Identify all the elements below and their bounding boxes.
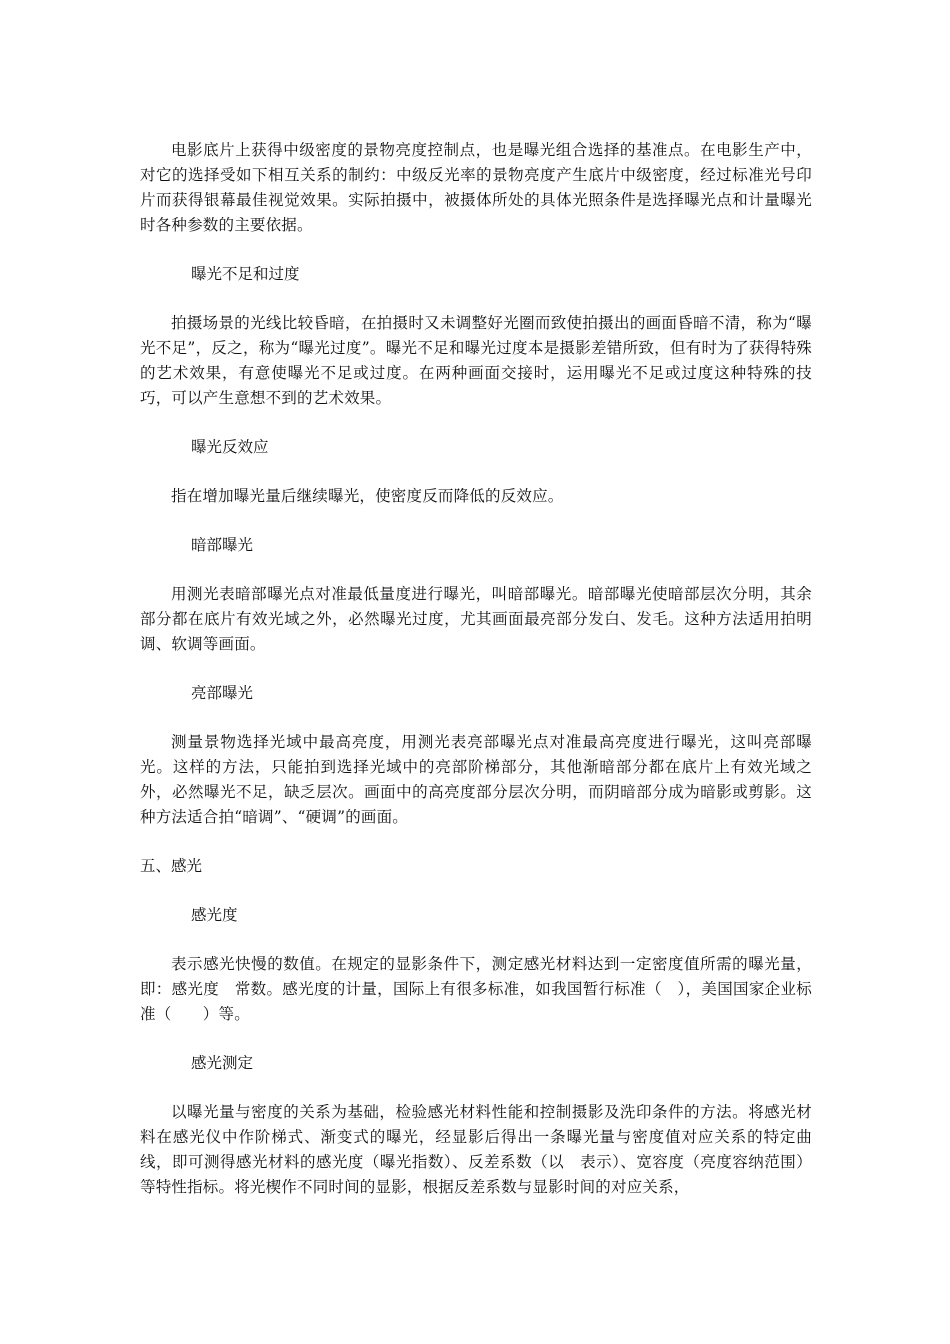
document-page: [140, 138, 812, 1200]
heading-shadow-exposure: 暗部曝光: [191, 536, 254, 554]
section-title-sensitization: 五、感光: [140, 857, 203, 875]
paragraph-sensitometry: 以曝光量与密度的关系为基础，检验感光材料性能和控制摄影及洗印条件的方法。将感光材料在感光仪中作阶梯式、渐变式的曝光，经显影后得出一条曝光量与密度值对应关系的特定曲线，即可测得感光材料的感光度（曝光指数）、反差系数（以 表示）、宽容度（亮度容纳范围）等特性指标。将光楔作不同时间的显影，根据反差系数与显影时间的对应关系，: [140, 1103, 812, 1196]
paragraph-exposure-point: 电影底片上获得中级密度的景物亮度控制点，也是曝光组合选择的基准点。在电影生产中，对它的选择受如下相互关系的制约：中级反光率的景物亮度产生底片中级密度，经过标准光号印片而获得银幕最佳视觉效果。实际拍摄中，被摄体所处的具体光照条件是选择曝光点和计量曝光时各种参数的主要依据。: [140, 141, 812, 234]
heading-exposure-reversal: 曝光反效应: [191, 438, 269, 456]
paragraph-under-over-exposure: 拍摄场景的光线比较昏暗，在拍摄时又未调整好光圈而致使拍摄出的画面昏暗不清，称为“曝光不足”，反之，称为“曝光过度”。曝光不足和曝光过度本是摄影差错所致，但有时为了获得特殊的艺术效果，有意使曝光不足或过度。在两种画面交接时，运用曝光不足或过度这种特殊的技巧，可以产生意想不到的艺术效果。: [140, 314, 812, 407]
paragraph-shadow-exposure: 用测光表暗部曝光点对准最低量度进行曝光，叫暗部曝光。暗部曝光使暗部层次分明，其余部分都在底片有效光域之外，必然曝光过度，尤其画面最亮部分发白、发毛。这种方法适用拍明调、软调等画面。: [140, 585, 812, 653]
heading-sensitometry: 感光测定: [191, 1054, 254, 1072]
heading-film-speed: 感光度: [191, 906, 238, 924]
paragraph-exposure-reversal: 指在增加曝光量后继续曝光，使密度反而降低的反效应。: [171, 487, 564, 505]
heading-highlight-exposure: 亮部曝光: [191, 684, 254, 702]
heading-under-over-exposure: 曝光不足和过度: [191, 265, 300, 283]
paragraph-film-speed: 表示感光快慢的数值。在规定的显影条件下，测定感光材料达到一定密度值所需的曝光量，即：感光度 常数。感光度的计量，国际上有很多标准，如我国暂行标准（ ），美国国家企业标准（ ）等。: [140, 955, 812, 1023]
paragraph-highlight-exposure: 测量景物选择光域中最高亮度，用测光表亮部曝光点对准最高亮度进行曝光，这叫亮部曝光。这样的方法，只能拍到选择光域中的亮部阶梯部分，其他渐暗部分都在底片上有效光域之外，必然曝光不足，缺乏层次。画面中的高亮度部分层次分明，而阴暗部分成为暗影或剪影。这种方法适合拍“暗调”、“硬调”的画面。: [140, 733, 812, 826]
